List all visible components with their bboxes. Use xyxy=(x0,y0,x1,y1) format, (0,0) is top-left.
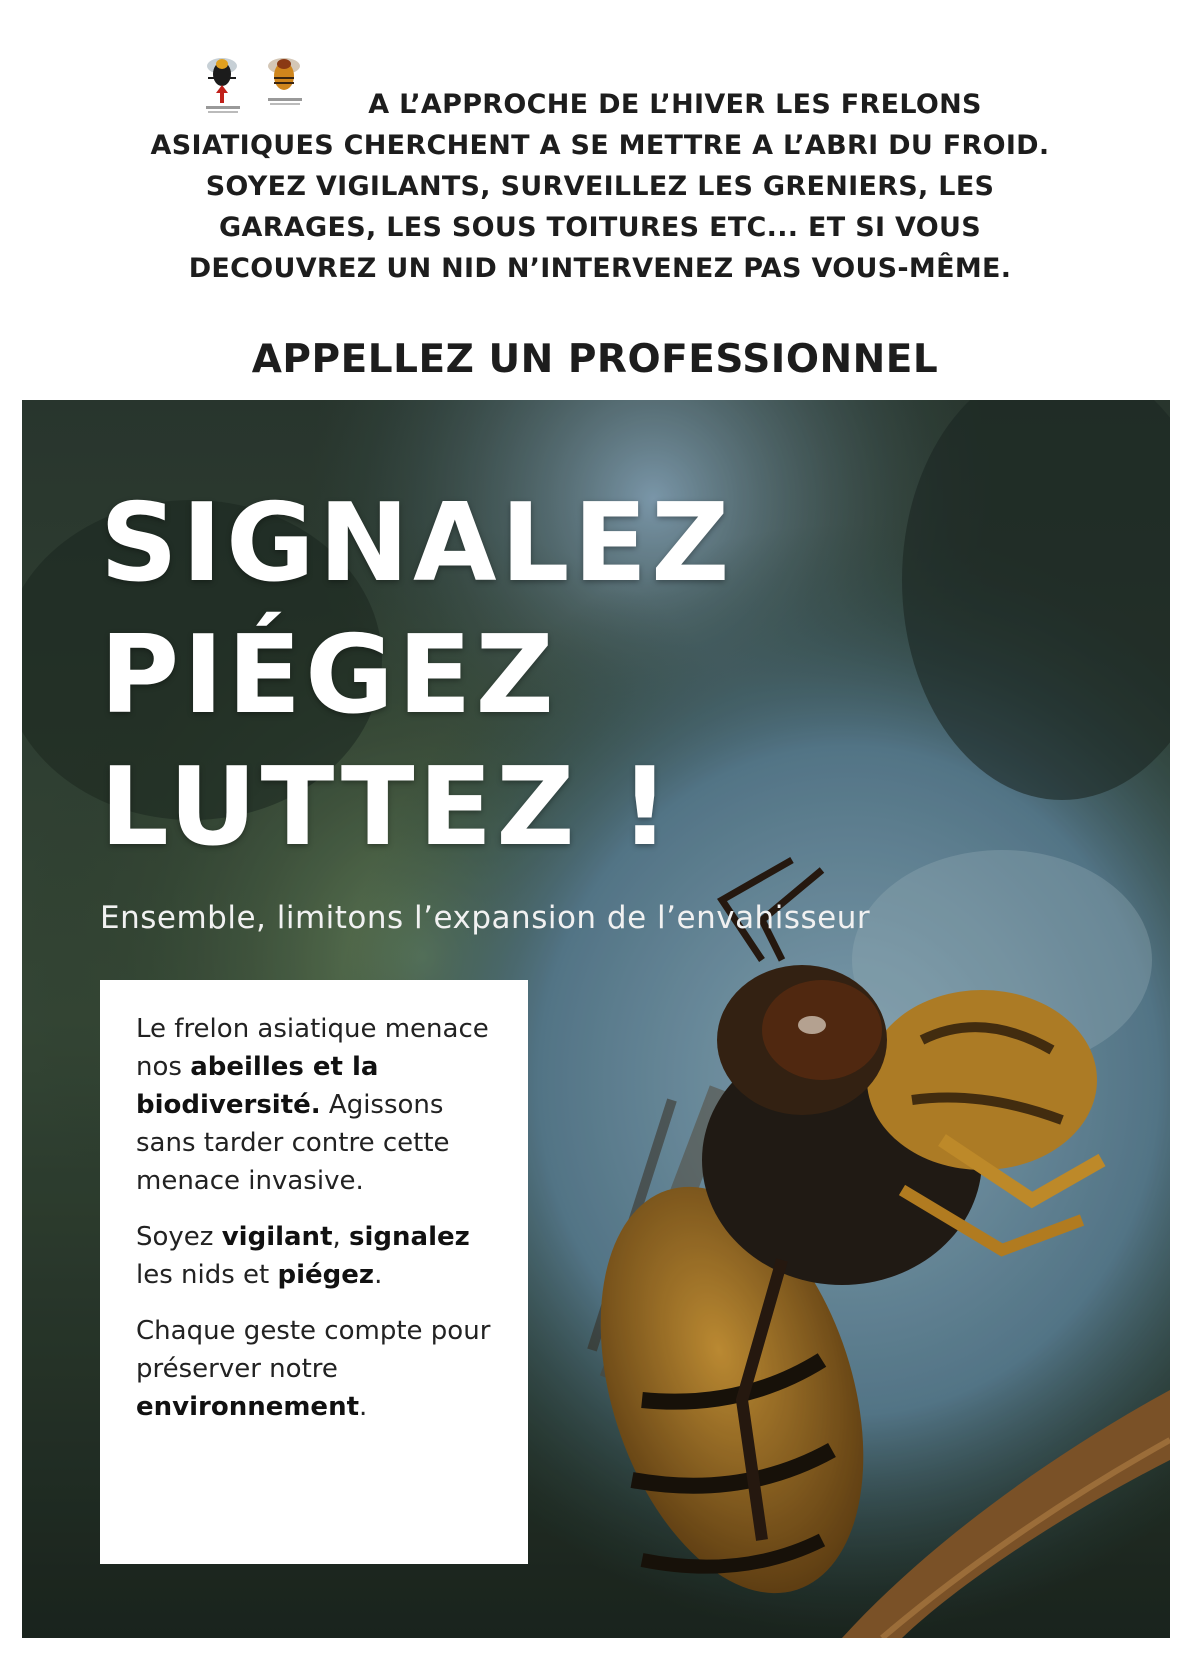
info-emphasis: environnement xyxy=(136,1392,360,1422)
info-paragraph-threat xyxy=(136,1010,502,1200)
info-text: Chaque geste compte pour préserver notre xyxy=(136,1316,491,1384)
call-professional-heading: APPELLEZ UN PROFESSIONNEL xyxy=(251,337,939,382)
hornet-poster xyxy=(22,400,1170,1638)
info-text: . xyxy=(374,1260,383,1290)
info-emphasis: vigilant xyxy=(221,1222,333,1252)
info-box xyxy=(100,980,528,1564)
info-paragraph-action xyxy=(136,1218,502,1294)
info-text: , xyxy=(332,1222,350,1252)
info-text: Agissons sans tarder contre cette menace invasive. xyxy=(136,1090,450,1196)
info-text: . xyxy=(359,1392,368,1422)
headline-piegez: PIÉGEZ xyxy=(100,613,558,738)
headline-luttez: LUTTEZ ! xyxy=(100,745,674,870)
info-emphasis: signalez xyxy=(349,1222,470,1252)
headline-signalez: SIGNALEZ xyxy=(100,481,734,606)
info-emphasis: abeilles et la biodiversité. xyxy=(136,1052,379,1120)
info-text: les nids et xyxy=(136,1260,278,1290)
poster-tagline: Ensemble, limitons l’expansion de l’envahisseur xyxy=(100,900,871,936)
flyer-header xyxy=(0,0,1190,395)
winter-warning-text: A L’APPROCHE DE L’HIVER LES FRELONS ASIATIQUES CHERCHENT A SE METTRE A L’ABRI DU FROID. SOYEZ VIGILANTS, SURVEILLEZ LES GRENIERS, LES GARAGES, LES SOUS TOITURES ETC... ET SI VOUS DECOUVREZ UN NID N’INTERVENEZ PAS VOUS-MÊME. xyxy=(150,89,1050,284)
info-text: Soyez xyxy=(136,1222,222,1252)
info-paragraph-environment xyxy=(136,1312,502,1426)
info-emphasis: piégez xyxy=(277,1260,375,1290)
info-text: Le frelon asiatique menace nos xyxy=(136,1014,489,1082)
